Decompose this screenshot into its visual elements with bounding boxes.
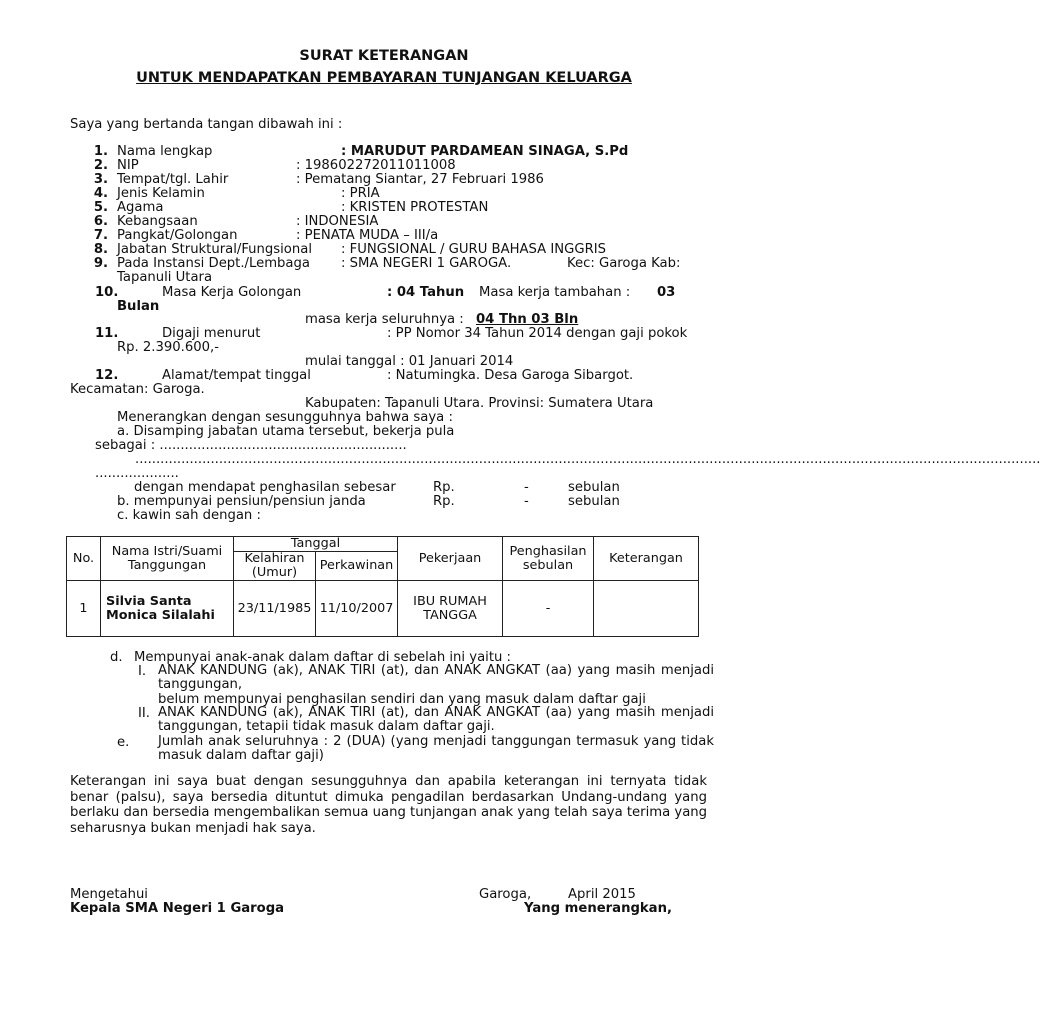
field-value-service: : 04 Tahun xyxy=(387,285,465,300)
header-job: Pekerjaan xyxy=(398,537,503,581)
declare-heading: Menerangkan dengan sesungguhnya bahwa saya : xyxy=(117,410,453,425)
field-value-salary-amount: Rp. 2.390.600,- xyxy=(117,340,219,355)
field-label-extra-service: Masa kerja tambahan : xyxy=(479,285,631,300)
children-i-text2: belum mempunyai penghasilan sendiri dan yang masuk dalam daftar gaji xyxy=(158,692,646,707)
field-label-service: Masa Kerja Golongan xyxy=(162,285,302,300)
intro-text: Saya yang bertanda tangan dibawah ini : xyxy=(70,117,343,132)
field-number: 3. xyxy=(93,172,108,187)
field-number: 12. xyxy=(95,368,119,383)
row-name: Silvia Santa Monica Silalahi xyxy=(101,581,234,637)
children-d-text: Mempunyai anak-anak dalam daftar di sebelah ini yaitu : xyxy=(134,650,511,665)
field-label-institution: Pada Instansi Dept./Lembaga xyxy=(117,256,310,271)
row-job: IBU RUMAH TANGGA xyxy=(398,581,503,637)
header-name: Nama Istri/Suami Tanggungan xyxy=(101,537,234,581)
income-currency: Rp. xyxy=(433,480,455,495)
pension-amount: - xyxy=(524,494,529,509)
declare-a-line1: a. Disamping jabatan utama tersebut, bekerja pula xyxy=(117,424,455,439)
row-marriage: 11/10/2007 xyxy=(316,581,398,637)
children-e-marker: e. xyxy=(117,735,130,750)
field-value-institution: : SMA NEGERI 1 GAROGA. xyxy=(341,256,512,271)
field-value-nip: : 198602272011011008 xyxy=(296,158,456,173)
children-i-marker: I. xyxy=(138,664,147,679)
field-number: 7. xyxy=(93,228,108,243)
pension-currency: Rp. xyxy=(433,494,455,509)
marriage-label: c. kawin sah dengan : xyxy=(117,508,261,523)
field-value-rank: : PENATA MUDA – III/a xyxy=(296,228,439,243)
field-value-institution-regency: Tapanuli Utara xyxy=(117,270,213,285)
field-number: 2. xyxy=(93,158,108,173)
field-label-nip: NIP xyxy=(117,158,139,173)
field-value-position: : FUNGSIONAL / GURU BAHASA INGGRIS xyxy=(341,242,606,257)
field-label-salary: Digaji menurut xyxy=(162,326,261,341)
field-number: 11. xyxy=(95,326,119,341)
field-value-address-regency: Kabupaten: Tapanuli Utara. Provinsi: Sumatera Utara xyxy=(305,396,654,411)
children-e-text: Jumlah anak seluruhnya : 2 (DUA) (yang menjadi tanggungan termasuk yang tidak masuk dalam daftar gaji) xyxy=(158,734,714,764)
header-note: Keterangan xyxy=(594,537,699,581)
field-label-name: Nama lengkap xyxy=(117,144,213,159)
field-label-nationality: Kebangsaan xyxy=(117,214,198,229)
children-ii-marker: II. xyxy=(138,706,150,721)
row-income: - xyxy=(503,581,594,637)
field-label-religion: Agama xyxy=(117,200,164,215)
field-value-name: : MARUDUT PARDAMEAN SINAGA, S.Pd xyxy=(341,144,629,159)
signature-left-title: Kepala SMA Negeri 1 Garoga xyxy=(70,901,285,916)
header-marriage: Perkawinan xyxy=(316,552,398,581)
field-label-address: Alamat/tempat tinggal xyxy=(162,368,311,383)
document-title: SURAT KETERANGAN xyxy=(299,48,469,64)
children-i-text: ANAK KANDUNG (ak), ANAK TIRI (at), dan ANAK ANGKAT (aa) yang masih menjadi tanggungan, xyxy=(158,663,714,693)
field-value-birth: : Pematang Siantar, 27 Februari 1986 xyxy=(296,172,544,187)
income-amount: - xyxy=(524,480,529,495)
children-ii-text: ANAK KANDUNG (ak), ANAK TIRI (at), dan ANAK ANGKAT (aa) yang masih menjadi tanggungan, tetapii tidak masuk dalam daftar gaji. xyxy=(158,705,714,735)
field-value-gender: : PRIA xyxy=(341,186,380,201)
field-number: 8. xyxy=(93,242,108,257)
declare-a-line2: sebagai : ........................................................... xyxy=(95,438,407,453)
field-number: 4. xyxy=(93,186,108,201)
field-label-rank: Pangkat/Golongan xyxy=(117,228,238,243)
field-value-extra-service: 03 xyxy=(657,285,676,300)
spouse-table xyxy=(66,536,699,637)
field-value-institution-district: Kec: Garoga Kab: xyxy=(567,256,681,271)
header-birth: Kelahiran (Umur) xyxy=(234,552,316,581)
closing-statement: Keterangan ini saya buat dengan sesungguhnya dan apabila keterangan ini ternyata tidak benar (palsu), saya bersedia dituntut dimuka pengadilan berdasarkan Undang-undang yang berlaku dan bersedia mengembalikan semua uang tunjangan anak yang telah saya terima yang seharusnya bukan menjadi hak saya. xyxy=(70,774,707,836)
declare-dots-short: .................... xyxy=(95,466,179,481)
field-value-religion: : KRISTEN PROTESTAN xyxy=(341,200,489,215)
field-number: 1. xyxy=(93,144,108,159)
children-d-marker: d. xyxy=(110,650,123,665)
signature-left-label: Mengetahui xyxy=(70,887,148,902)
field-value-extra-service-unit: Bulan xyxy=(117,299,160,314)
field-number: 9. xyxy=(93,256,108,271)
row-birth: 23/11/1985 xyxy=(234,581,316,637)
field-value-address-district: Kecamatan: Garoga. xyxy=(70,382,205,397)
declare-dots-long: ........................................................................................................................................................................................................................ xyxy=(135,452,1040,467)
field-label-total-service: masa kerja seluruhnya : xyxy=(305,312,464,327)
header-no: No. xyxy=(67,537,101,581)
income-label: dengan mendapat penghasilan sebesar xyxy=(134,480,396,495)
signature-date: April 2015 xyxy=(568,887,636,902)
field-number: 6. xyxy=(93,214,108,229)
signature-place: Garoga, xyxy=(479,887,532,902)
field-value-total-service: 04 Thn 03 Bln xyxy=(476,312,579,327)
document-subtitle: UNTUK MENDAPATKAN PEMBAYARAN TUNJANGAN KELUARGA xyxy=(136,70,632,86)
table-row xyxy=(67,581,699,637)
field-label-birth: Tempat/tgl. Lahir xyxy=(117,172,229,187)
row-no: 1 xyxy=(67,581,101,637)
header-income: Penghasilan sebulan xyxy=(503,537,594,581)
pension-label: b. mempunyai pensiun/pensiun janda xyxy=(117,494,366,509)
signature-right-title: Yang menerangkan, xyxy=(524,901,672,916)
field-value-salary: : PP Nomor 34 Tahun 2014 dengan gaji pokok xyxy=(387,326,688,341)
field-number: 10. xyxy=(95,285,119,300)
pension-period: sebulan xyxy=(568,494,620,509)
row-note xyxy=(594,581,699,637)
field-label-position: Jabatan Struktural/Fungsional xyxy=(117,242,312,257)
field-number: 5. xyxy=(93,200,108,215)
income-period: sebulan xyxy=(568,480,620,495)
field-value-nationality: : INDONESIA xyxy=(296,214,379,229)
field-value-salary-start: mulai tanggal : 01 Januari 2014 xyxy=(305,354,514,369)
field-label-gender: Jenis Kelamin xyxy=(117,186,205,201)
field-value-address: : Natumingka. Desa Garoga Sibargot. xyxy=(387,368,634,383)
header-date: Tanggal xyxy=(234,537,398,552)
